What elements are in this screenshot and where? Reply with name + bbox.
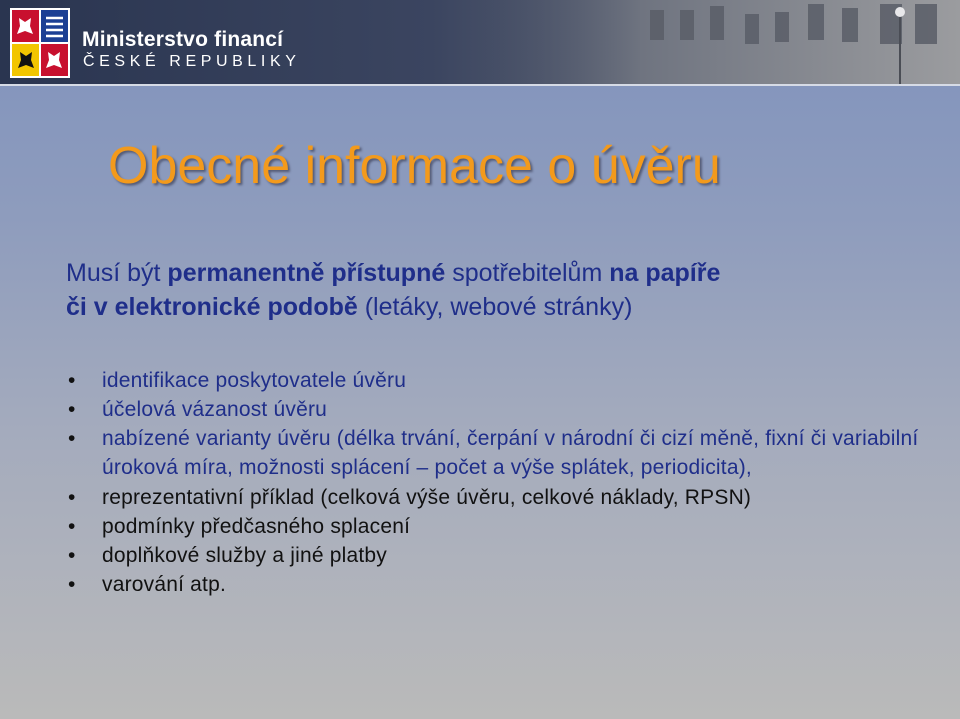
- list-item: • identifikace poskytovatele úvěru: [66, 366, 926, 395]
- list-item: • podmínky předčasného splacení: [66, 512, 926, 541]
- intro-paragraph: [66, 256, 926, 324]
- list-item: • doplňkové služby a jiné platby: [66, 541, 926, 570]
- state-emblem-icon: [10, 8, 70, 78]
- list-item: • nabízené varianty úvěru (délka trvání, čerpání v národní či cizí měně, fixní či variabilní úroková míra, možnosti splácení – počet a výše splátek, periodicita),: [66, 424, 926, 482]
- intro-text-3: (letáky, webové stránky): [357, 293, 633, 321]
- list-item: • účelová vázanost úvěru: [66, 395, 926, 424]
- slide-title: Obecné informace o úvěru: [108, 137, 721, 195]
- header-bar: [0, 0, 960, 86]
- intro-bold-2: na papíře: [609, 259, 721, 287]
- list-item: • varování atp.: [66, 570, 926, 599]
- bullet-list: [66, 366, 926, 599]
- intro-bold-1: permanentně přístupné: [167, 259, 446, 287]
- list-item: • reprezentativní příklad (celková výše úvěru, celkové náklady, RPSN): [66, 483, 926, 512]
- intro-bold-3: či v elektronické podobě: [66, 293, 358, 321]
- header-divider: [0, 84, 960, 86]
- building-photo: [470, 0, 960, 86]
- intro-text-1: Musí být: [66, 259, 168, 287]
- intro-text-2: spotřebitelům: [445, 259, 610, 287]
- ministry-subtitle: ČESKÉ REPUBLIKY: [83, 53, 301, 70]
- ministry-name: Ministerstvo financí: [82, 28, 284, 51]
